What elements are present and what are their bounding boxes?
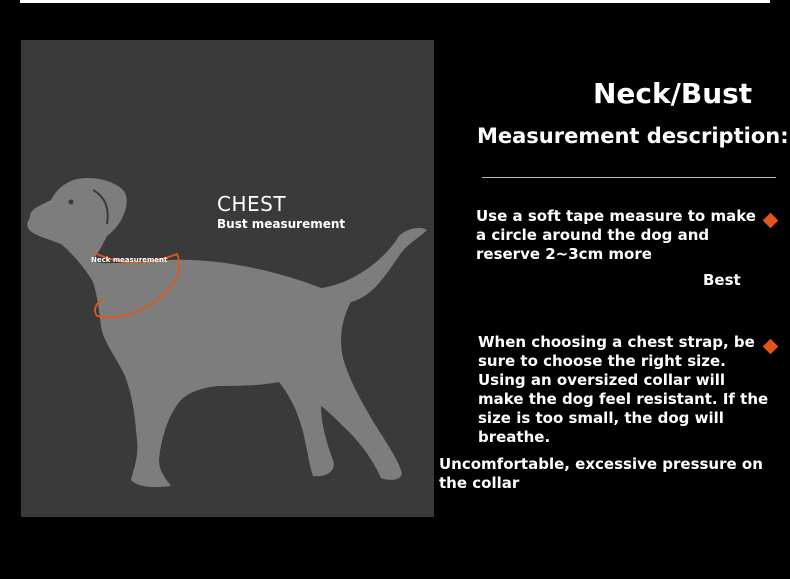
text-line: sure to choose the right size. xyxy=(478,352,726,370)
chest-title: CHEST xyxy=(217,192,287,216)
dog-silhouette-icon xyxy=(21,40,434,517)
heading-divider xyxy=(482,177,776,178)
text-line: size is too small, the dog will xyxy=(478,409,724,427)
size-choice-instruction xyxy=(478,333,768,447)
tape-measure-instruction xyxy=(476,207,756,264)
pressure-warning xyxy=(439,455,763,493)
neck-measurement-label: Neck measurement xyxy=(91,256,168,264)
page-subtitle: Measurement description: xyxy=(477,124,789,148)
dog-illustration-panel xyxy=(21,40,434,517)
text-line: make the dog feel resistant. If the xyxy=(478,390,769,408)
page-title: Neck/Bust xyxy=(593,77,753,110)
text-line: the collar xyxy=(439,474,520,492)
diamond-bullet-icon xyxy=(763,213,779,229)
text-line: Using an oversized collar will xyxy=(478,371,726,389)
text-line: Uncomfortable, excessive pressure on xyxy=(439,455,763,473)
best-label: Best xyxy=(703,271,741,289)
text-line: breathe. xyxy=(478,428,551,446)
chest-subtitle: Bust measurement xyxy=(217,217,346,231)
text-line: reserve 2~3cm more xyxy=(476,245,652,263)
top-divider xyxy=(20,0,770,3)
text-line: a circle around the dog and xyxy=(476,226,710,244)
text-line: When choosing a chest strap, be xyxy=(478,333,755,351)
text-line: Use a soft tape measure to make xyxy=(476,207,756,225)
